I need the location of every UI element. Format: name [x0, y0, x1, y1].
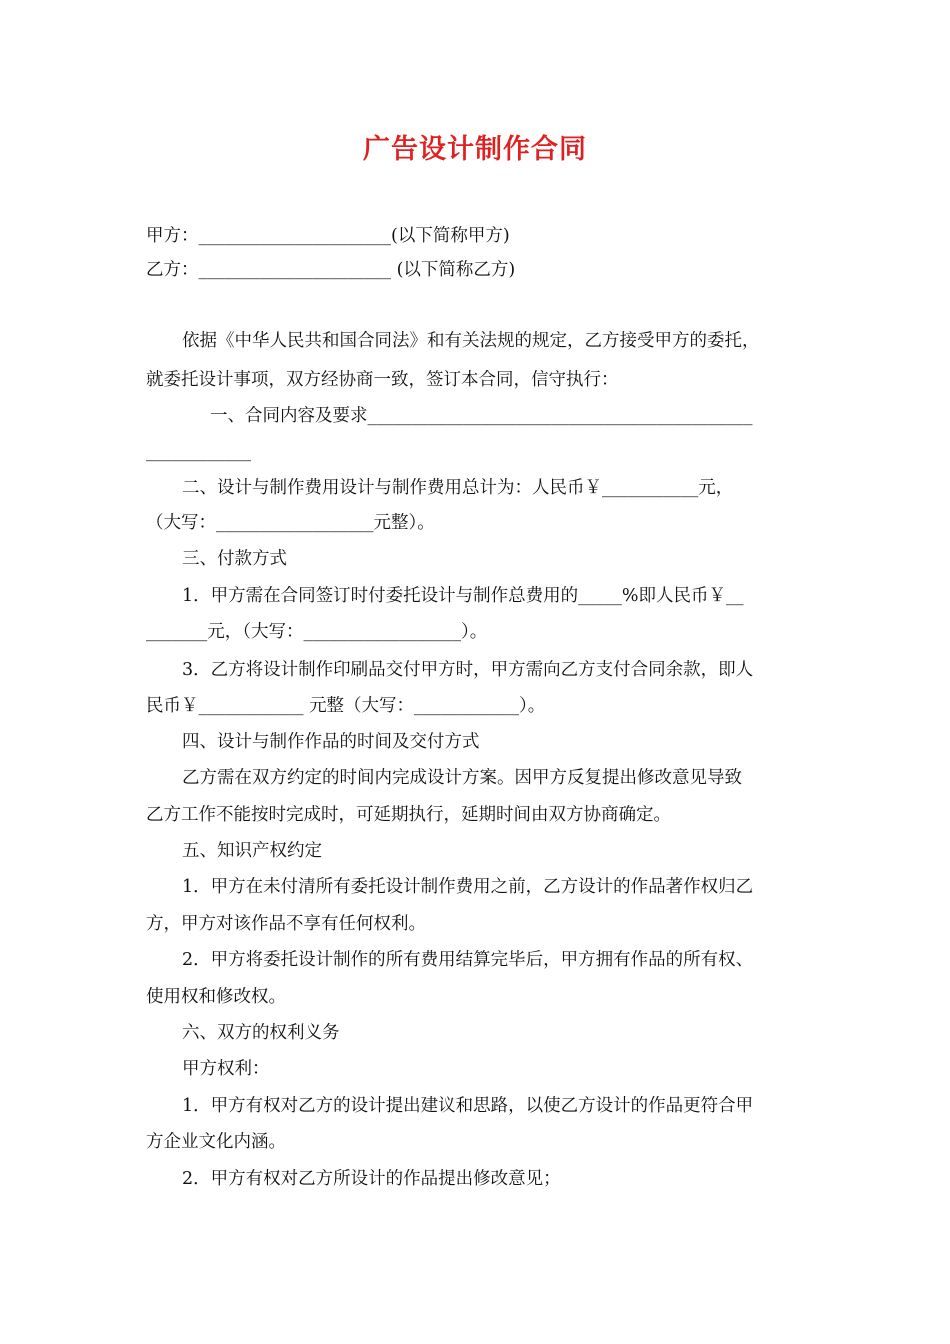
party-b-line: 乙方：______________________ (以下简称乙方) [146, 260, 516, 280]
rights-clause-1-line-2: 方企业文化内涵。 [146, 1132, 286, 1152]
section-1-heading: 一、合同内容及要求____________________________________________ [210, 406, 753, 426]
section-3-heading: 三、付款方式 [182, 549, 287, 569]
payment-clause-3-line-2: 民币￥____________ 元整（大写：____________）。 [146, 696, 546, 716]
rights-clause-1-line-1: 1．甲方有权对乙方的设计提出建议和思路，以使乙方设计的作品更符合甲 [182, 1096, 754, 1116]
payment-clause-1-line-1: 1．甲方需在合同签订时付委托设计与制作总费用的_____%即人民币￥__ [182, 586, 744, 606]
section-6-heading: 六、双方的权利义务 [182, 1023, 340, 1043]
section-2-line-2: （大写：__________________元整）。 [146, 513, 435, 533]
rights-clause-2-line-1: 2．甲方有权对乙方所设计的作品提出修改意见； [182, 1169, 561, 1189]
ip-clause-1-line-2: 方，甲方对该作品不享有任何权利。 [146, 914, 426, 934]
section-4-body-line-1: 乙方需在双方约定的时间内完成设计方案。因甲方反复提出修改意见导致 [182, 768, 742, 788]
payment-clause-1-line-2: _______元，（大写：__________________）。 [146, 622, 488, 642]
ip-clause-1-line-1: 1．甲方在未付清所有委托设计制作费用之前，乙方设计的作品著作权归乙 [182, 877, 754, 897]
ip-clause-2-line-1: 2．甲方将委托设计制作的所有费用结算完毕后，甲方拥有作品的所有权、 [182, 950, 754, 970]
preamble-line-1: 依据《中华人民共和国合同法》和有关法规的规定，乙方接受甲方的委托， [182, 331, 760, 351]
section-2-line-1: 二、设计与制作费用设计与制作费用总计为：人民币￥___________元， [182, 478, 734, 498]
party-a-line: 甲方：______________________(以下简称甲方) [146, 226, 510, 246]
payment-clause-3-line-1: 3．乙方将设计制作印刷品交付甲方时，甲方需向乙方支付合同余款，即人 [182, 660, 754, 680]
preamble-line-2: 就委托设计事项，双方经协商一致，签订本合同，信守执行： [146, 370, 619, 390]
section-4-heading: 四、设计与制作作品的时间及交付方式 [182, 732, 480, 752]
section-5-heading: 五、知识产权约定 [182, 841, 322, 861]
section-1-continuation: ____________ [146, 442, 251, 462]
party-a-rights-heading: 甲方权利： [182, 1059, 270, 1079]
section-4-body-line-2: 乙方工作不能按时完成时，可延期执行，延期时间由双方协商确定。 [146, 805, 671, 825]
document-title: 广告设计制作合同 [363, 134, 587, 165]
ip-clause-2-line-2: 使用权和修改权。 [146, 987, 286, 1007]
